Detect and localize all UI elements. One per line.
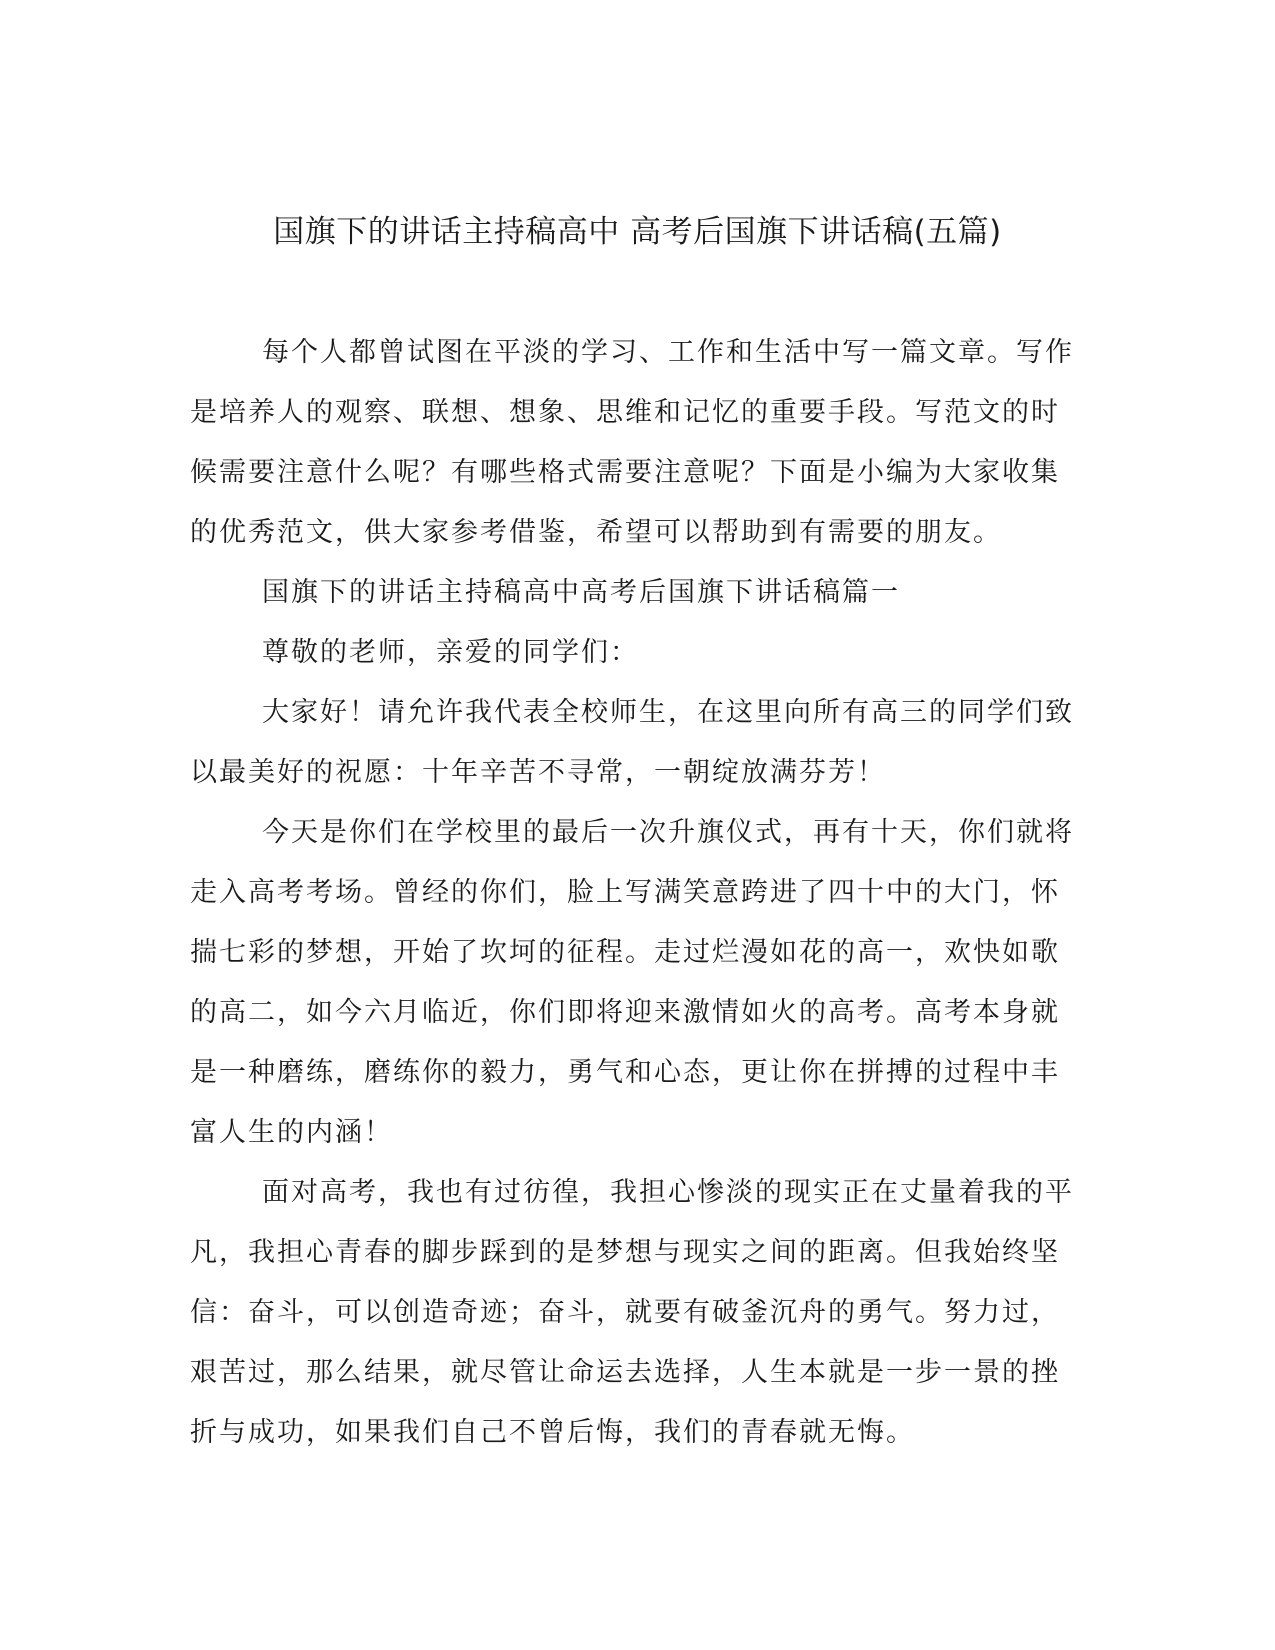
text-line: 富人生的内涵！ — [190, 1117, 393, 1148]
text-line: 的高二，如今六月临近，你们即将迎来激情如火的高考。高考本身就 — [190, 997, 1060, 1028]
text-line: 大家好！请允许我代表全校师生，在这里向所有高三的同学们致 — [262, 697, 1074, 728]
text-line: 每个人都曾试图在平淡的学习、工作和生活中写一篇文章。写作 — [262, 337, 1074, 368]
document-title: 国旗下的讲话主持稿高中 高考后国旗下讲话稿(五篇) — [273, 214, 1002, 250]
text-line: 凡，我担心青春的脚步踩到的是梦想与现实之间的距离。但我始终坚 — [190, 1237, 1060, 1268]
text-line: 的优秀范文，供大家参考借鉴，希望可以帮助到有需要的朋友。 — [190, 517, 1002, 548]
text-line: 以最美好的祝愿：十年辛苦不寻常，一朝绽放满芬芳！ — [190, 757, 886, 788]
text-line: 尊敬的老师，亲爱的同学们： — [262, 637, 639, 668]
document-body — [190, 323, 1090, 1463]
text-line: 是一种磨练，磨练你的毅力，勇气和心态，更让你在拼搏的过程中丰 — [190, 1057, 1060, 1088]
text-line: 艰苦过，那么结果，就尽管让命运去选择，人生本就是一步一景的挫 — [190, 1357, 1060, 1388]
text-line: 走入高考考场。曾经的你们，脸上写满笑意跨进了四十中的大门，怀 — [190, 877, 1060, 908]
text-line: 面对高考，我也有过彷徨，我担心惨淡的现实正在丈量着我的平 — [262, 1177, 1074, 1208]
text-line: 折与成功，如果我们自己不曾后悔，我们的青春就无悔。 — [190, 1417, 915, 1448]
text-line: 今天是你们在学校里的最后一次升旗仪式，再有十天，你们就将 — [262, 817, 1074, 848]
text-line: 候需要注意什么呢？有哪些格式需要注意呢？下面是小编为大家收集 — [190, 457, 1060, 488]
text-line: 揣七彩的梦想，开始了坎坷的征程。走过烂漫如花的高一，欢快如歌 — [190, 937, 1060, 968]
text-line: 是培养人的观察、联想、想象、思维和记忆的重要手段。写范文的时 — [190, 397, 1060, 428]
text-line: 国旗下的讲话主持稿高中高考后国旗下讲话稿篇一 — [262, 577, 900, 608]
text-line: 信：奋斗，可以创造奇迹；奋斗，就要有破釜沉舟的勇气。努力过， — [190, 1297, 1060, 1328]
